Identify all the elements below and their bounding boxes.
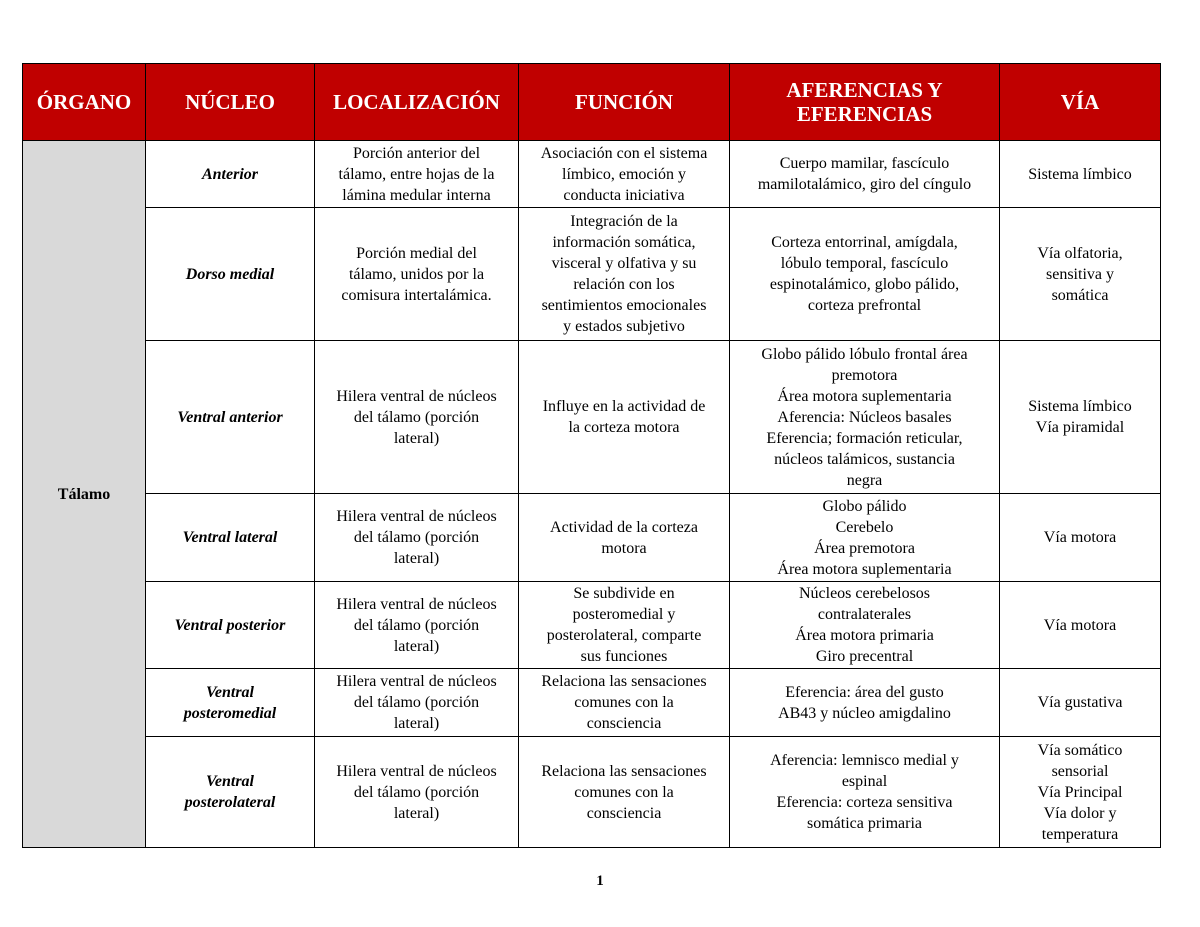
function-cell: Actividad de la corteza motora: [519, 494, 730, 582]
function-cell: Relaciona las sensaciones comunes con la consciencia: [519, 737, 730, 848]
function-cell: Relaciona las sensaciones comunes con la consciencia: [519, 669, 730, 737]
location-cell: Hilera ventral de núcleos del tálamo (porción lateral): [315, 669, 519, 737]
nucleus-cell: Dorso medial: [146, 208, 315, 341]
connections-cell: Globo pálido lóbulo frontal área premotora Área motora suplementaria Aferencia: Núcleos basales Eferencia; formación reticular, núcleos talámicos, sustancia negra: [730, 341, 1000, 494]
connections-cell: Cuerpo mamilar, fascículo mamilotalámico, giro del cíngulo: [730, 141, 1000, 208]
table-row: [23, 494, 1161, 582]
page-number: 1: [596, 873, 604, 889]
pathway-cell: Vía olfatoria, sensitiva y somática: [1000, 208, 1161, 341]
connections-cell: Globo pálido Cerebelo Área premotora Área motora suplementaria: [730, 494, 1000, 582]
nucleus-cell: Ventral posteromedial: [146, 669, 315, 737]
pathway-cell: Sistema límbico: [1000, 141, 1161, 208]
function-cell: Integración de la información somática, visceral y olfativa y su relación con los sentimientos emocionales y estados subjetivo: [519, 208, 730, 341]
header-localizacion: LOCALIZACIÓN: [315, 64, 519, 141]
location-cell: Hilera ventral de núcleos del tálamo (porción lateral): [315, 341, 519, 494]
location-cell: Hilera ventral de núcleos del tálamo (porción lateral): [315, 494, 519, 582]
location-cell: Hilera ventral de núcleos del tálamo (porción lateral): [315, 582, 519, 669]
connections-cell: Aferencia: lemnisco medial y espinal Eferencia: corteza sensitiva somática primaria: [730, 737, 1000, 848]
function-cell: Asociación con el sistema límbico, emoción y conducta iniciativa: [519, 141, 730, 208]
pathway-cell: Vía motora: [1000, 582, 1161, 669]
table-row: [23, 582, 1161, 669]
table-row: [23, 141, 1161, 208]
header-via: VÍA: [1000, 64, 1161, 141]
nucleus-cell: Ventral anterior: [146, 341, 315, 494]
table-row: [23, 737, 1161, 848]
connections-cell: Eferencia: área del gusto AB43 y núcleo amigdalino: [730, 669, 1000, 737]
header-organo: ÓRGANO: [23, 64, 146, 141]
pathway-cell: Vía gustativa: [1000, 669, 1161, 737]
location-cell: Hilera ventral de núcleos del tálamo (porción lateral): [315, 737, 519, 848]
nucleus-cell: Ventral posterior: [146, 582, 315, 669]
table-header-row: [23, 64, 1161, 141]
location-cell: Porción anterior del tálamo, entre hojas de la lámina medular interna: [315, 141, 519, 208]
nucleus-cell: Ventral lateral: [146, 494, 315, 582]
organ-cell: Tálamo: [23, 141, 146, 848]
thalamus-table: [22, 63, 1161, 848]
function-cell: Se subdivide en posteromedial y posterolateral, comparte sus funciones: [519, 582, 730, 669]
pathway-cell: Sistema límbico Vía piramidal: [1000, 341, 1161, 494]
table-row: [23, 208, 1161, 341]
header-aferencias-eferencias: AFERENCIAS Y EFERENCIAS: [730, 64, 1000, 141]
pathway-cell: Vía somático sensorial Vía Principal Vía dolor y temperatura: [1000, 737, 1161, 848]
function-cell: Influye en la actividad de la corteza motora: [519, 341, 730, 494]
connections-cell: Corteza entorrinal, amígdala, lóbulo temporal, fascículo espinotalámico, globo pálido, corteza prefrontal: [730, 208, 1000, 341]
table-row: [23, 341, 1161, 494]
location-cell: Porción medial del tálamo, unidos por la comisura intertalámica.: [315, 208, 519, 341]
connections-cell: Núcleos cerebelosos contralaterales Área motora primaria Giro precentral: [730, 582, 1000, 669]
nucleus-cell: Anterior: [146, 141, 315, 208]
header-funcion: FUNCIÓN: [519, 64, 730, 141]
pathway-cell: Vía motora: [1000, 494, 1161, 582]
table-row: [23, 669, 1161, 737]
header-nucleo: NÚCLEO: [146, 64, 315, 141]
nucleus-cell: Ventral posterolateral: [146, 737, 315, 848]
